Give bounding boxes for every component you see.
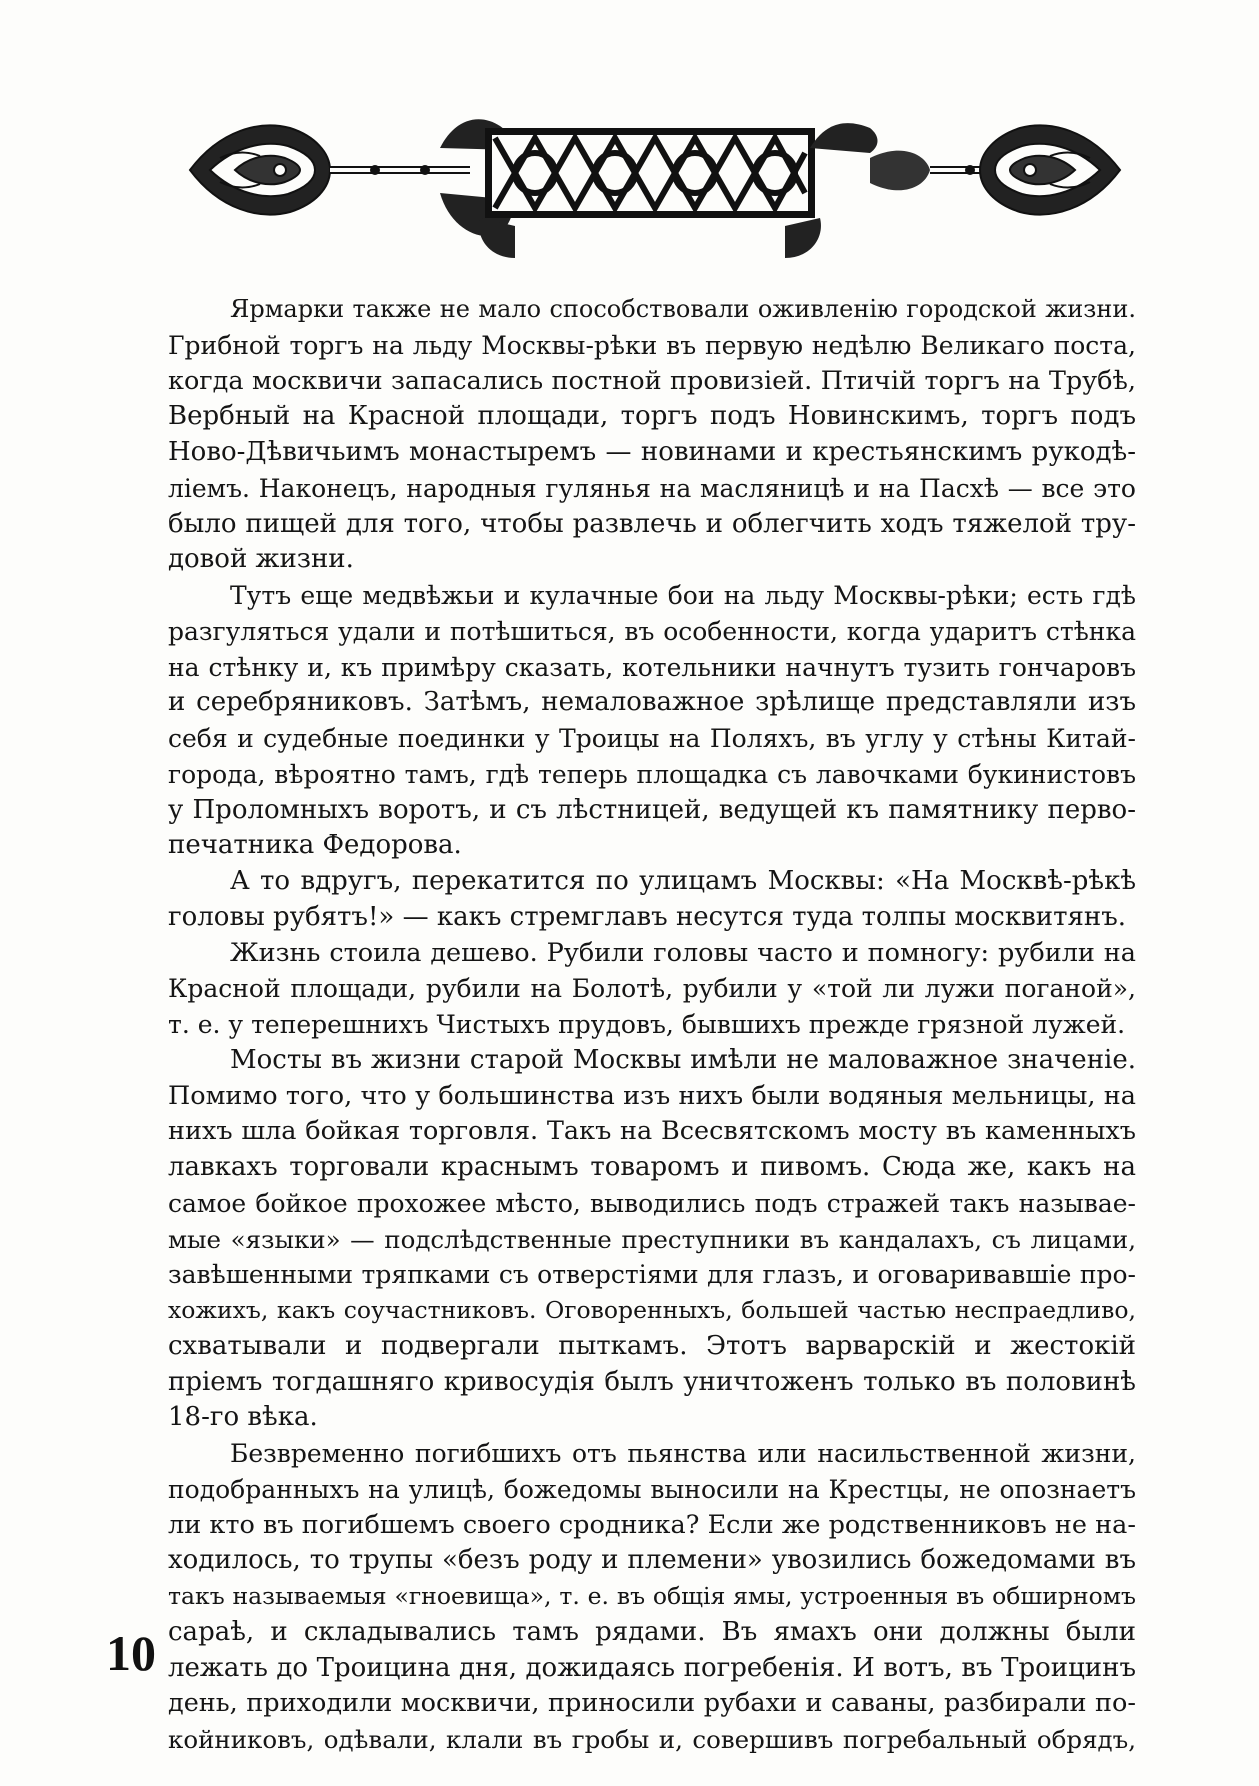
text-line: Безвременно погибшихъ отъ пьянства или насильственной жизни,: [230, 1439, 1136, 1468]
text-line: Вербный на Красной площади, торгъ подъ Новинскимъ, торгъ подъ: [168, 401, 1136, 432]
page-number: 10: [106, 1625, 156, 1681]
text-line: 18-го вѣка.: [168, 1402, 318, 1433]
ornamental-headpiece-icon: [180, 108, 1130, 283]
text-line: довой жизни.: [168, 544, 354, 575]
text-line: нихъ шла бойкая торговля. Такъ на Всесвятскомъ мосту въ каменныхъ: [168, 1116, 1136, 1147]
right-leaf-ornament: [980, 125, 1120, 214]
text-line: койниковъ, одѣвали, клали въ гробы и, совершивъ погребальный обрядъ,: [168, 1725, 1136, 1754]
center-knot-ornament: [440, 119, 930, 258]
text-line: ліемъ. Наконецъ, народныя гулянья на масляницѣ и на Пасхѣ — все это: [168, 473, 1136, 503]
text-line: схватывали и подвергали пыткамъ. Этотъ варварскій и жестокій: [168, 1330, 1136, 1361]
text-line: такъ называемыя «гноевища», т. е. въ общія ямы, устроенныя въ обширномъ: [168, 1582, 1136, 1610]
text-line: лежать до Троицина дня, дожидаясь погребенія. И вотъ, въ Троицинъ: [168, 1652, 1136, 1683]
text-line: сараѣ, и складывались тамъ рядами. Въ ямахъ они должны были: [168, 1616, 1136, 1647]
text-line: Жизнь стоила дешево. Рубили головы часто и помногу: рубили на: [230, 937, 1136, 968]
text-line: головы рубятъ!» — какъ стремглавъ несутся туда толпы москвитянъ.: [168, 901, 1127, 932]
text-line: Красной площади, рубили на Болотѣ, рубили у «той ли лужи поганой»,: [168, 974, 1136, 1004]
text-line: лавкахъ торговали краснымъ товаромъ и пивомъ. Сюда же, какъ на: [168, 1152, 1136, 1182]
text-line: было пищей для того, чтобы развлечь и облегчить ходъ тяжелой тру-: [168, 508, 1136, 539]
text-line: мые «языки» — подслѣдственные преступники въ кандалахъ, съ лицами,: [168, 1224, 1136, 1254]
body-text: [168, 292, 1136, 1758]
text-line: у Проломныхъ воротъ, и съ лѣстницей, ведущей къ памятнику перво-: [168, 794, 1136, 825]
text-line: Помимо того, что у большинства изъ нихъ были водяныя мельницы, на: [168, 1080, 1136, 1111]
text-line: ходилось, то трупы «безъ роду и племени» увозились божедомами въ: [168, 1545, 1136, 1576]
text-line: Мосты въ жизни старой Москвы имѣли не маловажное значеніе.: [230, 1044, 1136, 1075]
text-line: Ярмарки также не мало способствовали оживленію городской жизни.: [230, 295, 1136, 323]
text-line: пріемъ тогдашняго кривосудія былъ уничтоженъ только въ половинѣ: [168, 1366, 1136, 1397]
text-line: хожихъ, какъ соучастниковъ. Оговоренныхъ, большей частью неспраедливо,: [168, 1296, 1136, 1324]
text-line: Грибной торгъ на льду Москвы-рѣки въ первую недѣлю Великаго поста,: [168, 330, 1136, 360]
left-leaf-ornament: [190, 125, 330, 214]
text-line: ли кто въ погибшемъ своего сродника? Если же родственниковъ не на-: [168, 1509, 1136, 1540]
text-line: завѣшенными тряпками съ отверстіями для глазъ, и оговаривавшіе про-: [168, 1260, 1136, 1290]
text-line: подобранныхъ на улицѣ, божедомы выносили на Крестцы, не опознаетъ: [168, 1474, 1136, 1504]
text-line: Тутъ еще медвѣжьи и кулачные бои на льду Москвы-рѣки; есть гдѣ: [230, 581, 1136, 610]
text-line: когда москвичи запасались постной провизіей. Птичій торгъ на Трубѣ,: [168, 365, 1136, 396]
text-line: день, приходили москвичи, приносили рубахи и саваны, разбирали по-: [168, 1688, 1136, 1719]
text-line: города, вѣроятно тамъ, гдѣ теперь площадка съ лавочками букинистовъ: [168, 759, 1136, 789]
text-line: разгуляться удали и потѣшиться, въ особенности, когда ударитъ стѣнка: [168, 616, 1136, 646]
text-line: на стѣнку и, къ примѣру сказать, котельники начнутъ тузить гончаровъ: [168, 652, 1136, 682]
text-line: т. е. у теперешнихъ Чистыхъ прудовъ, бывшихъ прежде грязной лужей.: [168, 1010, 1126, 1039]
text-line: Ново-Дѣвичьимъ монастыремъ — новинами и крестьянскимъ рукодѣ-: [168, 437, 1136, 467]
text-line: самое бойкое прохожее мѣсто, выводились подъ стражей такъ называе-: [168, 1188, 1136, 1218]
text-line: печатника Федорова.: [168, 830, 462, 861]
text-line: себя и судебные поединки у Троицы на Поляхъ, въ углу у стѣны Китай-: [168, 724, 1136, 753]
text-line: и серебряниковъ. Затѣмъ, немаловажное зрѣлище представляли изъ: [168, 687, 1136, 718]
text-line: А то вдругъ, перекатится по улицамъ Москвы: «На Москвѣ-рѣкѣ: [230, 866, 1136, 896]
left-rod-ornament: [330, 165, 470, 175]
